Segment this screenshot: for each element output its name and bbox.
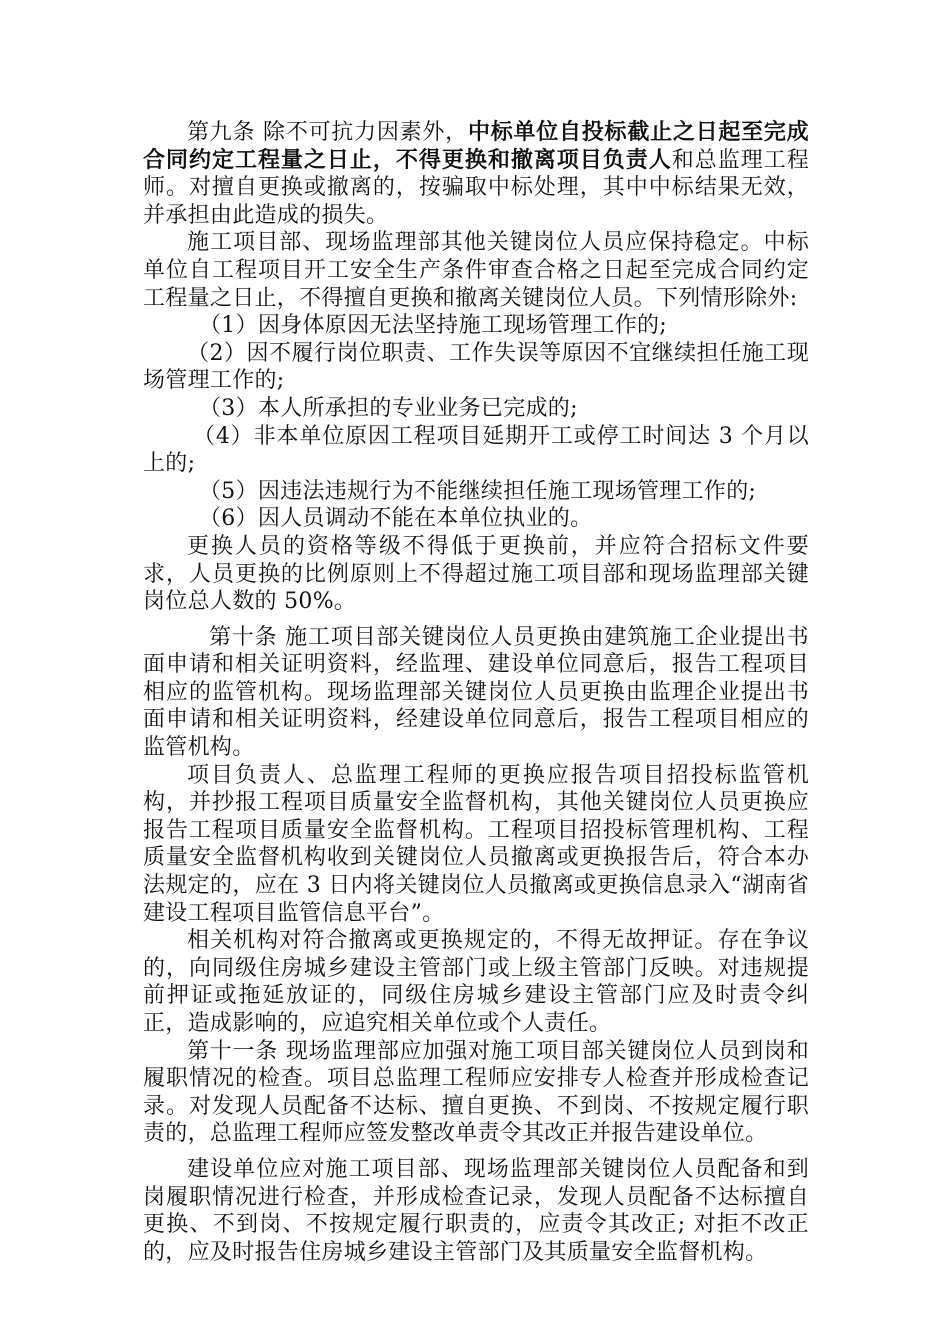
article-9-paragraph-2: 施工项目部、现场监理部其他关键岗位人员应保持稳定。中标单位自工程项目开工安全生产条件审查合格之日起至完成合同约定工程量之日止，不得擅自更换和撤离关键岗位人员。下列情形除外:: [143, 230, 809, 311]
article-10-paragraph-3: 相关机构对符合撤离或更换规定的，不得无故押证。存在争议的，向同级住房城乡建设主管部门或上级主管部门反映。对违规提前押证或拖延放证的，同级住房城乡建设主管部门应及时责令纠正，造成影响的，应追究相关单位或个人责任。: [143, 928, 809, 1036]
exception-item-1: （1）因身体原因无法坚持施工现场管理工作的;: [199, 313, 668, 339]
exception-item-6: （6）因人员调动不能在本单位执业的。: [199, 506, 593, 532]
article-9-paragraph-3: 更换人员的资格等级不得低于更换前，并应符合招标文件要求，人员更换的比例原则上不得超过施工项目部和现场监理部关键岗位总人数的 50%。: [143, 533, 809, 615]
article-11-paragraph: 第十一条 现场监理部应加强对施工项目部关键岗位人员到岗和履职情况的检查。项目总监理工程师应安排专人检查并形成检查记录。对发现人员配备不达标、擅自更换、不到岗、不按规定履行职责的，总监理工程师应签发整改单责令其改正并报告建设单位。: [143, 1038, 809, 1147]
exception-item-2: （2）因不履行岗位职责、工作失误等原因不宜继续担任施工现场管理工作的;: [143, 340, 809, 394]
article-9-paragraph: [143, 119, 809, 229]
document-body: [143, 119, 809, 1266]
article-9-lead: 第九条 除不可抗力因素外，: [187, 120, 468, 145]
article-9-tail: 和总监理工程师。对擅自更换或撤离的，按骗取中标处理，其中中标结果无效，并承担由此造成的损失。: [143, 147, 809, 228]
article-9-bold-clause: 中标单位自投标截止之日起至完成合同约定工程量之日止，不得更换和撤离项目负责人: [143, 119, 809, 173]
article-11-paragraph-2: 建设单位应对施工项目部、现场监理部关键岗位人员配备和到岗履职情况进行检查，并形成检查记录，发现人员配备不达标擅自更换、不到岗、不按规定履行职责的，应责令其改正; 对拒不改正的，应及时报告住房城乡建设主管部门及其质量安全监督机构。: [143, 1156, 809, 1265]
article-10-paragraph-2: 项目负责人、总监理工程师的更换应报告项目招投标监管机构，并抄报工程项目质量安全监督机构，其他关键岗位人员更换应报告工程项目质量安全监督机构。工程项目招投标管理机构、工程质量安全监督机构收到关键岗位人员撤离或更换报告后，符合本办法规定的，应在 3 日内将关键岗位人员撤离或更换信息录入“湖南省建设工程项目监管信息平台”。: [143, 762, 809, 926]
article-10-paragraph: 第十条 施工项目部关键岗位人员更换由建筑施工企业提出书面申请和相关证明资料，经监理、建设单位同意后，报告工程项目相应的监管机构。现场监理部关键岗位人员更换由监理企业提出书面申请和相关证明资料，经建设单位同意后，报告工程项目相应的监管机构。: [143, 624, 809, 761]
exception-item-5: （5）因违法违规行为不能继续担任施工现场管理工作的;: [199, 478, 757, 504]
exception-item-4: （4）非本单位原因工程项目延期开工或停工时间达 3 个月以上的;: [143, 423, 809, 477]
exception-item-3: （3）本人所承担的专业业务已完成的;: [199, 395, 578, 421]
